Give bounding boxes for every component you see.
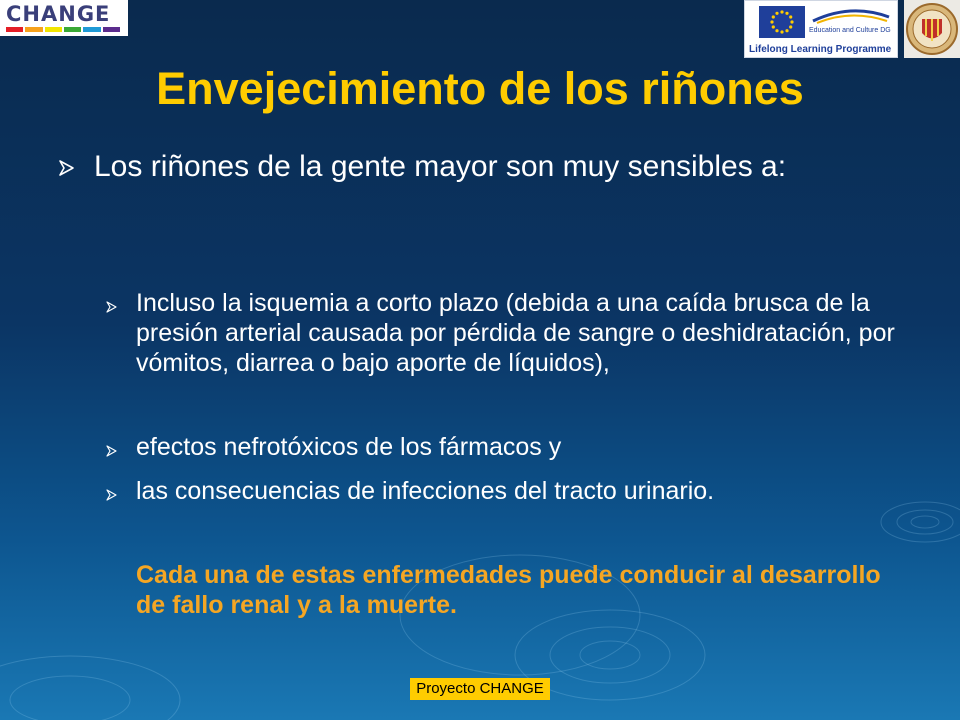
sub-bullet — [106, 288, 906, 378]
sub-bullet — [106, 432, 906, 464]
sub-bullet-text: las consecuencias de infecciones del tracto urinario. — [136, 477, 715, 505]
eu-logo-programme: Lifelong Learning Programme — [749, 44, 892, 55]
footer-label: Proyecto CHANGE — [410, 678, 550, 700]
small-arrowhead-bullet-icon — [106, 476, 136, 508]
slide-title: Envejecimiento de los riñones — [156, 63, 804, 114]
main-bullet — [58, 149, 798, 185]
seal-emblem-icon — [904, 0, 960, 58]
highlight-note: Cada una de estas enfermedades puede conducir al desarrollo de fallo renal y a la muerte. — [136, 561, 881, 619]
eu-logo-caption: Education and Culture DG — [809, 27, 891, 34]
eu-swoosh-icon — [811, 7, 891, 25]
sub-bullet — [106, 476, 906, 508]
eu-flag-icon — [759, 6, 805, 38]
sub-bullet-text: Incluso la isquemia a corto plazo (debida a una caída brusca de la presión arterial causada por pérdida de sangre o deshidratación, por vómitos, diarrea o bajo aporte de líquidos), — [136, 289, 895, 377]
change-logo-color-bar — [6, 27, 122, 32]
university-seal — [904, 0, 960, 58]
footer — [0, 678, 960, 700]
sub-bullet-text: efectos nefrotóxicos de los fármacos y — [136, 433, 562, 461]
arrowhead-bullet-icon — [58, 149, 94, 185]
small-arrowhead-bullet-icon — [106, 288, 136, 378]
main-bullet-text: Los riñones de la gente mayor son muy sensibles a: — [94, 150, 787, 183]
change-logo — [0, 0, 128, 36]
eu-lifelong-learning-logo — [744, 0, 898, 58]
change-logo-word: CHANGE — [6, 2, 111, 26]
small-arrowhead-bullet-icon — [106, 432, 136, 464]
